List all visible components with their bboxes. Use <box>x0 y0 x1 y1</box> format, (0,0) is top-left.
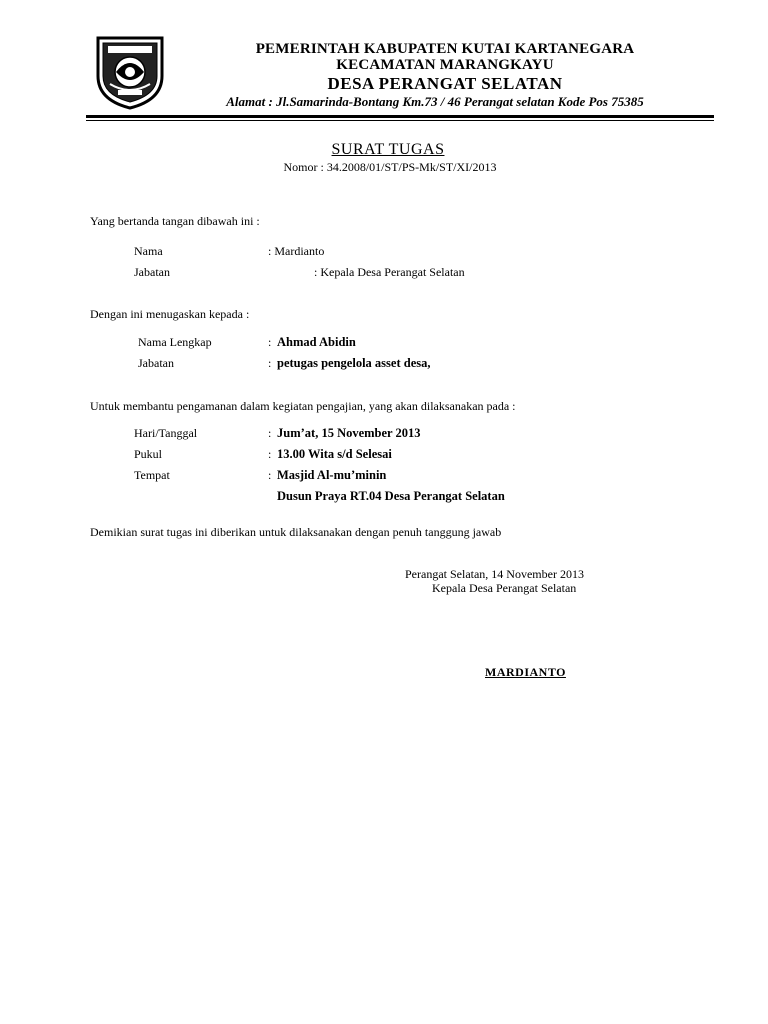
event-time-value: 13.00 Wita s/d Selesai <box>277 447 392 461</box>
document-number: Nomor : 34.2008/01/ST/PS-Mk/ST/XI/2013 <box>283 160 497 174</box>
event-place-value-1: Masjid Al-mu’minin <box>277 468 387 482</box>
event-date-colon: : <box>268 426 272 440</box>
event-place-label: Tempat <box>134 468 170 482</box>
signature-position: Kepala Desa Perangat Selatan <box>432 581 577 595</box>
letterhead-village: DESA PERANGAT SELATAN <box>327 74 563 93</box>
signer-name-label: Nama <box>134 244 163 258</box>
letterhead-rule-thin <box>86 120 714 121</box>
letterhead-rule-thick <box>86 115 714 118</box>
assignee-name-value: Ahmad Abidin <box>277 335 356 349</box>
signer-name-value: : Mardianto <box>268 244 325 258</box>
letterhead-address: Alamat : Jl.Samarinda-Bontang Km.73 / 46 Perangat selatan Kode Pos 75385 <box>226 94 644 109</box>
signer-intro: Yang bertanda tangan dibawah ini : <box>90 214 260 228</box>
signer-position-value: : Kepala Desa Perangat Selatan <box>314 265 465 279</box>
letterhead-district: KECAMATAN MARANGKAYU <box>336 57 554 73</box>
signer-position-label: Jabatan <box>134 265 170 279</box>
event-date-label: Hari/Tanggal <box>134 426 198 440</box>
assignee-name-colon: : <box>268 335 272 349</box>
signature-place-date: Perangat Selatan, 14 November 2013 <box>405 567 584 581</box>
assign-intro: Dengan ini menugaskan kepada : <box>90 307 250 321</box>
closing-statement: Demikian surat tugas ini diberikan untuk dilaksanakan dengan penuh tanggung jawab <box>90 525 502 539</box>
signature-name: MARDIANTO <box>485 665 566 679</box>
assignee-position-value: petugas pengelola asset desa, <box>277 356 431 370</box>
event-time-label: Pukul <box>134 447 163 461</box>
event-place-colon: : <box>268 468 272 482</box>
purpose-intro: Untuk membantu pengamanan dalam kegiatan pengajian, yang akan dilaksanakan pada : <box>90 399 516 413</box>
assignee-position-label: Jabatan <box>138 356 174 370</box>
document-title: SURAT TUGAS <box>331 141 445 158</box>
kutai-kartanegara-crest-icon <box>92 32 168 110</box>
event-date-value: Jum’at, 15 November 2013 <box>277 426 421 440</box>
assignee-name-label: Nama Lengkap <box>138 335 212 349</box>
event-place-value-2: Dusun Praya RT.04 Desa Perangat Selatan <box>277 489 505 503</box>
assignee-position-colon: : <box>268 356 272 370</box>
letterhead-government: PEMERINTAH KABUPATEN KUTAI KARTANEGARA <box>255 41 635 57</box>
event-time-colon: : <box>268 447 272 461</box>
